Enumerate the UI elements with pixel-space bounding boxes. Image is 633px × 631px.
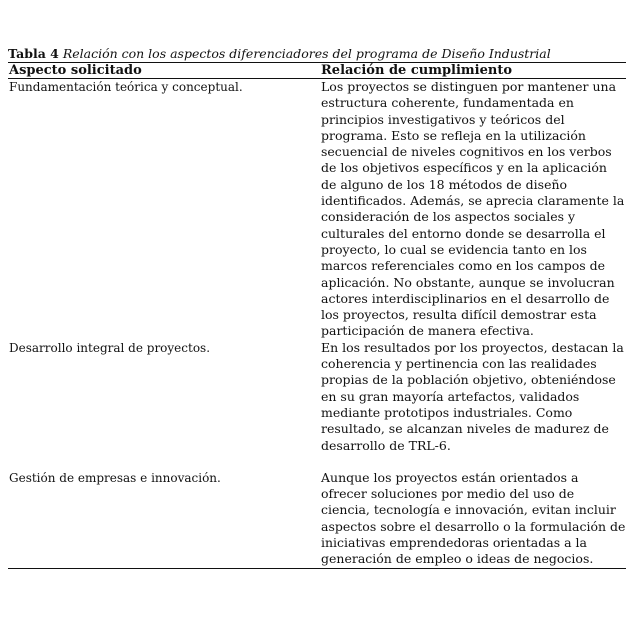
- aspect-cell: Fundamentación teórica y conceptual.: [9, 80, 243, 94]
- aspect-cell: Desarrollo integral de proyectos.: [9, 340, 211, 355]
- header-relation: Relación de cumplimiento: [321, 63, 513, 78]
- table-title: Relación con los aspectos diferenciadores del programa de Diseño Industrial: [62, 46, 551, 61]
- relation-cell: En los resultados por los proyectos, destacan la coherencia y pertinencia con las realidades propias de la población objetivo, obteniéndose en su gran mayoría artefactos, validados mediante prototipos industriales. Como resultado, se alcanzan niveles de madurez de desarrollo de TRL-6.: [321, 339, 624, 453]
- table-label: Tabla 4: [8, 46, 59, 61]
- aspect-cell: Gestión de empresas e innovación.: [9, 470, 221, 485]
- relation-cell: Aunque los proyectos están orientados a ofrecer soluciones por medio del uso de ciencia, tecnología e innovación, evitan incluir aspectos sobre el desarrollo o la formulación de iniciativas emprendedoras orientadas a la generación de empleo o ideas de negocios.: [321, 469, 626, 567]
- table-row: [8, 340, 626, 470]
- aspects-table: [8, 62, 626, 569]
- header-aspect: Aspecto solicitado: [9, 63, 142, 78]
- table-row: [8, 470, 626, 568]
- table-caption: [8, 46, 626, 61]
- table-row: [8, 79, 626, 340]
- document-page: [8, 46, 626, 569]
- table-header-row: [8, 63, 626, 79]
- relation-cell: Los proyectos se distinguen por mantener una estructura coherente, fundamentada en principios investigativos y teóricos del programa. Esto se refleja en la utilización secuencial de niveles cognitivos en los verbos de los objetivos específicos y en la aplicación de alguno de los 18 métodos de diseño identificados. Además, se aprecia claramente la consideración de los aspectos sociales y culturales del entorno donde se desarrolla el proyecto, lo cual se evidencia tanto en los marcos referenciales como en los campos de aplicación. No obstante, aunque se involucran actores interdisciplinarios en el desarrollo de los proyectos, resulta difícil demostrar esta participación de manera efectiva.: [321, 79, 625, 339]
